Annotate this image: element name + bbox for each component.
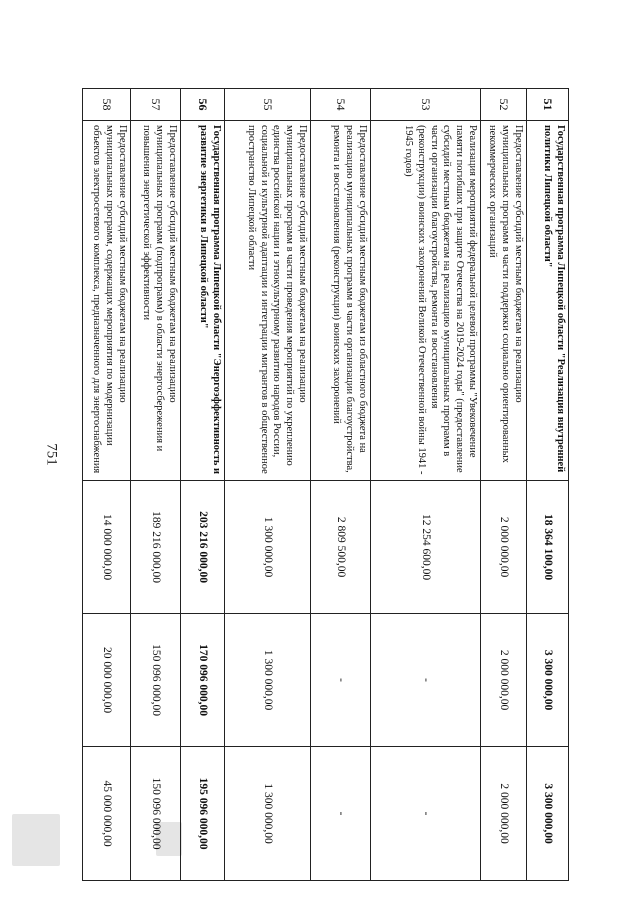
row-name: Предоставление субсидий местным бюджетам на реализацию муниципальных программ, содержащих мероприятия по модернизации объектов электросетевого комплекса, предназначенного для энергоснабжения [83, 121, 131, 481]
amount-year-3: 195 096 000,00 [181, 747, 225, 881]
amount-year-1: 12 254 600,00 [371, 481, 481, 614]
row-name: Предоставление субсидий местным бюджетам на реализацию муниципальных программ в части проведения мероприятий по укреплению единства российской нации и этнокультурному развитию народов России, социальной и культурной адаптации и интеграции мигрантов в общественное пространство Липецкой области [225, 121, 311, 481]
table-row [83, 89, 131, 881]
amount-year-2: 3 300 000,00 [527, 614, 569, 747]
table-row [225, 89, 311, 881]
amount-year-2: - [371, 614, 481, 747]
table-row [311, 89, 371, 881]
amount-year-2: - [311, 614, 371, 747]
amount-year-3: 150 096 000,00 [131, 747, 181, 881]
table-row [481, 89, 527, 881]
budget-table [82, 88, 569, 881]
amount-year-1: 203 216 000,00 [181, 481, 225, 614]
row-name: Реализация мероприятий федеральной целевой программы "Увековечение памяти погибших при защите Отечества на 2019-2024 годы" (предоставление субсидий местным бюджетам на реализацию муниципальных программ в части организации благоустройства, ремонта и восстановления (реконструкции) воинских захоронений Великой Отечественной войны 1941 - 1945 годов) [371, 121, 481, 481]
scan-artifact [12, 814, 60, 866]
table-row [131, 89, 181, 881]
amount-year-1: 189 216 000,00 [131, 481, 181, 614]
amount-year-3: 1 300 000,00 [225, 747, 311, 881]
row-number: 56 [181, 89, 225, 121]
amount-year-2: 1 300 000,00 [225, 614, 311, 747]
row-number: 58 [83, 89, 131, 121]
amount-year-1: 1 300 000,00 [225, 481, 311, 614]
row-name: Предоставление субсидий местным бюджетам из областного бюджета на реализацию муниципальных программ в части организации благоустройства, ремонта и восстановления (реконструкции) воинских захоронений [311, 121, 371, 481]
amount-year-3: 45 000 000,00 [83, 747, 131, 881]
amount-year-2: 2 000 000,00 [481, 614, 527, 747]
table-row [527, 89, 569, 881]
amount-year-2: 20 000 000,00 [83, 614, 131, 747]
row-number: 55 [225, 89, 311, 121]
row-name: Предоставление субсидий местным бюджетам на реализацию муниципальных программ (подпрограмм) в области энергосбережения и повышения энергетической эффективности [131, 121, 181, 481]
amount-year-1: 2 809 500,00 [311, 481, 371, 614]
budget-table-rotated [83, 88, 569, 880]
row-number: 52 [481, 89, 527, 121]
row-name: Государственная программа Липецкой области "Реализация внутренней политики Липецкой области" [527, 121, 569, 481]
row-number: 57 [131, 89, 181, 121]
amount-year-1: 14 000 000,00 [83, 481, 131, 614]
table-row [181, 89, 225, 881]
amount-year-3: - [371, 747, 481, 881]
amount-year-2: 170 096 000,00 [181, 614, 225, 747]
row-number: 53 [371, 89, 481, 121]
page-number: 751 [43, 443, 60, 466]
table-row [371, 89, 481, 881]
row-name: Государственная программа Липецкой области "Энергоэффективность и развитие энергетики в Липецкой области" [181, 121, 225, 481]
amount-year-1: 2 000 000,00 [481, 481, 527, 614]
row-name: Предоставление субсидий местным бюджетам на реализацию муниципальных программ в части поддержки социально ориентированных некоммерческих организаций [481, 121, 527, 481]
amount-year-1: 18 364 100,00 [527, 481, 569, 614]
row-number: 51 [527, 89, 569, 121]
amount-year-2: 150 096 000,00 [131, 614, 181, 747]
row-number: 54 [311, 89, 371, 121]
amount-year-3: 2 000 000,00 [481, 747, 527, 881]
amount-year-3: - [311, 747, 371, 881]
amount-year-3: 3 300 000,00 [527, 747, 569, 881]
